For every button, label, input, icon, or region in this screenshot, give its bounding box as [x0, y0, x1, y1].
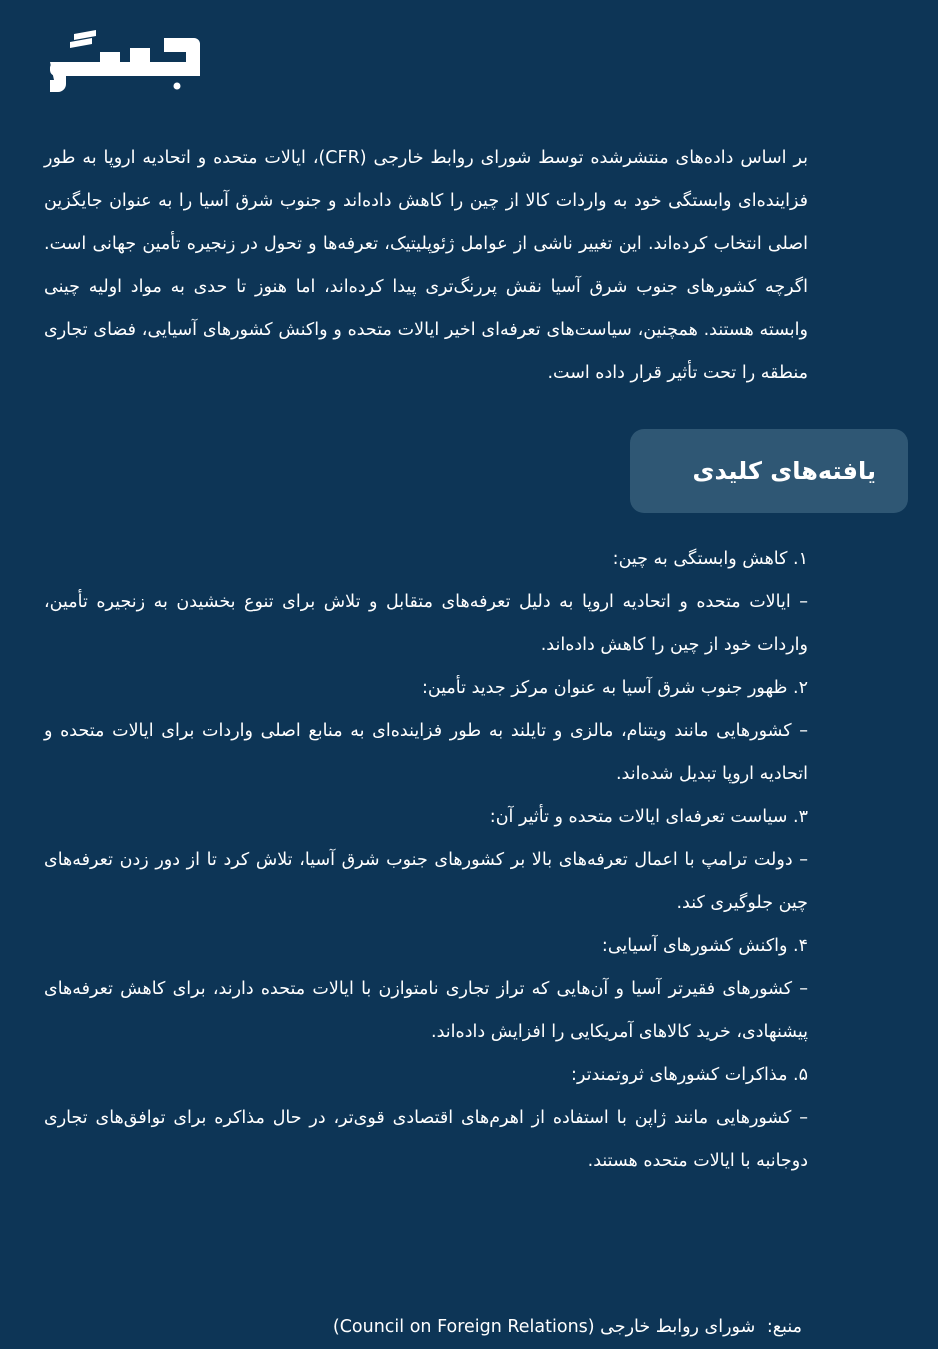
- finding-heading: ۴. واکنش کشورهای آسیایی:: [601, 936, 808, 956]
- finding-heading: ۱. کاهش وابستگی به چین:: [612, 549, 808, 569]
- finding-body: – کشورهای فقیرتر آسیا و آن‌هایی که تراز تجاری نامتوازن با ایالات متحده دارند، برای کاهش تعرفه‌های پیشنهادی، خرید کالاهای آمریکایی را افزایش داده‌اند.: [44, 979, 808, 1042]
- finding-item: [44, 1054, 808, 1183]
- intro-paragraph: بر اساس داده‌های منتشرشده توسط شورای روابط خارجی (CFR)، ایالات متحده و اتحادیه اروپا به طور فزاینده‌ای وابستگی خود به واردات کالا از چین را کاهش داده‌اند و جنوب شرق آسیا را به عنوان جایگزین اصلی انتخاب کرده‌اند. این تغییر ناشی از عوامل ژئوپلیتیک، تعرفه‌ها و تحول در زنجیره تأمین جهانی است. اگرچه کشورهای جنوب شرق آسیا نقش پررنگ‌تری پیدا کرده‌اند، اما هنوز تا حدی به مواد اولیه چینی وابسته هستند. همچنین، سیاست‌های تعرفه‌ای اخیر ایالات متحده و واکنش کشورهای آسیایی، فضای تجاری منطقه را تحت تأثیر قرار داده است.: [44, 148, 808, 383]
- finding-item: [44, 796, 808, 925]
- finding-item: [44, 538, 808, 667]
- findings-list: [44, 538, 808, 1183]
- source-value: شورای روابط خارجی (Council on Foreign Relations): [332, 1317, 756, 1337]
- finding-heading: ۳. سیاست تعرفه‌ای ایالات متحده و تأثیر آن:: [489, 807, 808, 827]
- brand-logo: [44, 28, 204, 100]
- source-label: منبع:: [766, 1317, 802, 1337]
- finding-body: – ایالات متحده و اتحادیه اروپا به دلیل تعرفه‌های متقابل و تلاش برای تنوع بخشیدن به زنجیره تأمین، واردات خود از چین را کاهش داده‌اند.: [44, 592, 808, 655]
- finding-body: – دولت ترامپ با اعمال تعرفه‌های بالا بر کشورهای جنوب شرق آسیا، تلاش کرد تا از دور زدن تعرفه‌های چین جلوگیری کند.: [44, 850, 808, 913]
- findings-title-box: [630, 429, 908, 513]
- finding-heading: ۵. مذاکرات کشورهای ثروتمندتر:: [571, 1065, 808, 1085]
- finding-item: [44, 667, 808, 796]
- findings-title: یافته‌های کلیدی: [692, 457, 876, 485]
- source-line: [333, 1312, 802, 1342]
- finding-body: – کشورهایی مانند ژاپن با استفاده از اهرم‌های اقتصادی قوی‌تر، در حال مذاکره برای توافق‌های تجاری دوجانبه با ایالات متحده هستند.: [44, 1108, 808, 1171]
- finding-body: – کشورهایی مانند ویتنام، مالزی و تایلند به طور فزاینده‌ای به منابع اصلی واردات برای ایالات متحده و اتحادیه اروپا تبدیل شده‌اند.: [44, 721, 808, 784]
- finding-heading: ۲. ظهور جنوب شرق آسیا به عنوان مرکز جدید تأمین:: [421, 678, 808, 698]
- finding-item: [44, 925, 808, 1054]
